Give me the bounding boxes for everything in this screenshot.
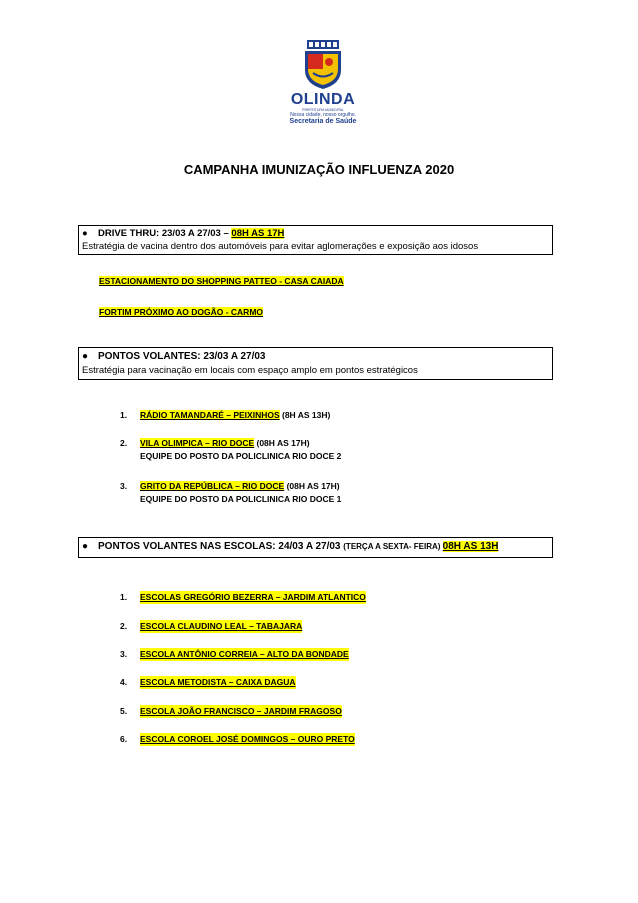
bullet-icon: ●	[82, 228, 88, 239]
drive-thru-label: DRIVE THRU: 23/03 A 27/03 –	[98, 228, 232, 239]
escolas-label: PONTOS VOLANTES NAS ESCOLAS: 24/03 A 27/03	[98, 541, 344, 552]
drive-thru-description: Estratégia de vacina dentro dos automóveis para evitar aglomerações e exposição aos idosos	[82, 241, 479, 252]
location-item: FORTIM PRÓXIMO AO DOGÃO - CARMO	[99, 307, 264, 317]
pontos-volantes-box	[78, 347, 553, 380]
olinda-logo	[283, 40, 363, 130]
drive-thru-hours: 08H AS 17H	[231, 228, 285, 239]
bullet-icon: ●	[82, 541, 89, 552]
location-item: ESTACIONAMENTO DO SHOPPING PATTEO - CASA CAIADA	[99, 276, 344, 286]
logo-department: Secretaria de Saúde	[289, 118, 357, 125]
escolas-days: (TERÇA A SEXTA- FEIRA)	[343, 542, 443, 551]
drive-thru-box	[78, 225, 553, 255]
pontos-volantes-description: Estratégia para vacinação em locais com espaço amplo em pontos estratégicos	[82, 365, 418, 376]
bullet-icon: ●	[82, 351, 89, 362]
drive-thru-heading	[82, 228, 549, 240]
coat-of-arms-icon	[299, 40, 347, 90]
escolas-box	[78, 537, 553, 558]
logo-name: OLINDA	[290, 91, 356, 108]
pontos-volantes-label: PONTOS VOLANTES: 23/03 A 27/03	[98, 351, 266, 362]
escolas-hours: 08H AS 13H	[442, 541, 499, 552]
pontos-volantes-heading	[82, 350, 549, 364]
escolas-heading	[82, 540, 549, 554]
logo-subtitle: PREFEITURA MUNICIPAL	[302, 108, 344, 112]
page-title: CAMPANHA IMUNIZAÇÃO INFLUENZA 2020	[183, 162, 455, 177]
logo-slogan: Nossa cidade, nosso orgulho.	[290, 112, 356, 118]
